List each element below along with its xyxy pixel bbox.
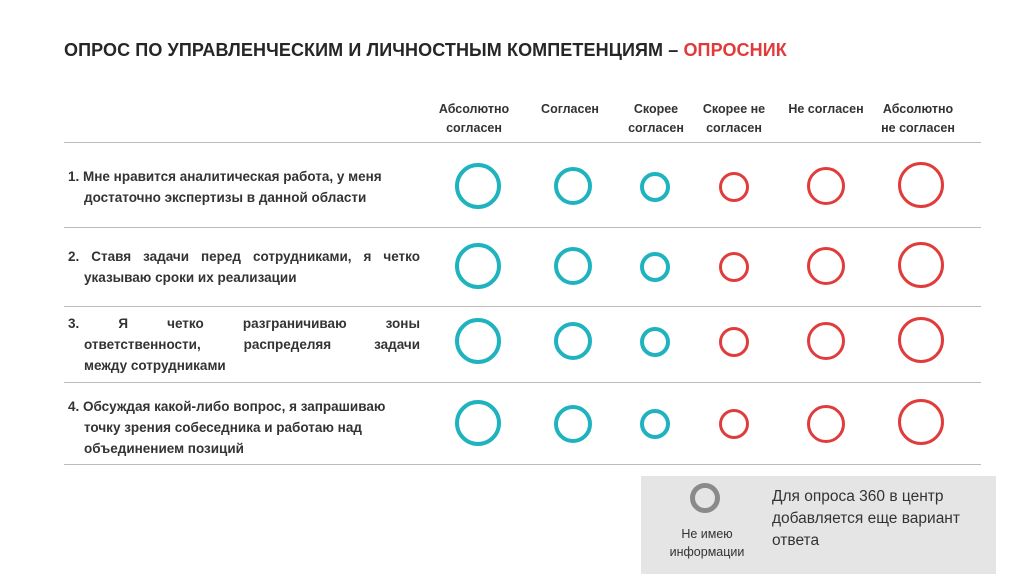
question-2: 2. Ставя задачи перед сотрудниками, я четко указываю сроки их реализации bbox=[68, 249, 420, 285]
q1-somewhat-agree-option[interactable] bbox=[640, 172, 670, 202]
q3-strongly-agree-option[interactable] bbox=[455, 318, 501, 364]
column-header-agree: Согласен bbox=[541, 102, 599, 116]
q4-disagree-option[interactable] bbox=[807, 405, 845, 443]
q2-somewhat-agree-option[interactable] bbox=[640, 252, 670, 282]
question-4: 4. Обсуждая какой-либо вопрос, я запрашиваю точку зрения собеседника и работаю над объединением позиций bbox=[68, 399, 386, 456]
q1-agree-option[interactable] bbox=[554, 167, 592, 205]
row-divider-2 bbox=[64, 306, 981, 307]
q4-strongly-disagree-option[interactable] bbox=[898, 399, 944, 445]
q4-agree-option[interactable] bbox=[554, 405, 592, 443]
column-header-somewhat-agree: Скорее согласен bbox=[628, 102, 684, 135]
q1-strongly-disagree-option[interactable] bbox=[898, 162, 944, 208]
q1-disagree-option[interactable] bbox=[807, 167, 845, 205]
header-divider bbox=[64, 142, 981, 143]
q2-disagree-option[interactable] bbox=[807, 247, 845, 285]
q2-strongly-agree-option[interactable] bbox=[455, 243, 501, 289]
q3-agree-option[interactable] bbox=[554, 322, 592, 360]
q4-somewhat-disagree-option[interactable] bbox=[719, 409, 749, 439]
row-divider-4 bbox=[64, 464, 981, 465]
row-divider-3 bbox=[64, 382, 981, 383]
no-information-option[interactable] bbox=[690, 483, 720, 513]
column-header-strongly-disagree: Абсолютно не согласен bbox=[881, 102, 955, 135]
q1-somewhat-disagree-option[interactable] bbox=[719, 172, 749, 202]
page-title bbox=[64, 40, 787, 61]
q3-disagree-option[interactable] bbox=[807, 322, 845, 360]
q4-somewhat-agree-option[interactable] bbox=[640, 409, 670, 439]
title-main: ОПРОС ПО УПРАВЛЕНЧЕСКИМ И ЛИЧНОСТНЫМ КОМПЕТЕНЦИЯМ – bbox=[64, 40, 684, 60]
column-header-strongly-agree: Абсолютно согласен bbox=[438, 102, 510, 135]
title-accent: ОПРОСНИК bbox=[683, 40, 787, 60]
q1-strongly-agree-option[interactable] bbox=[455, 163, 501, 209]
q2-somewhat-disagree-option[interactable] bbox=[719, 252, 749, 282]
q3-strongly-disagree-option[interactable] bbox=[898, 317, 944, 363]
q3-somewhat-agree-option[interactable] bbox=[640, 327, 670, 357]
no-information-label: Не имею информации bbox=[669, 527, 745, 559]
info-note: Для опроса 360 в центр добавляется еще вариант ответа bbox=[772, 488, 960, 549]
q4-strongly-agree-option[interactable] bbox=[455, 400, 501, 446]
question-1: 1. Мне нравится аналитическая работа, у меня достаточно экспертизы в данной области bbox=[68, 169, 382, 205]
q2-agree-option[interactable] bbox=[554, 247, 592, 285]
question-3: 3. Я четко разграничиваю зоны ответственности, распределяя задачи между сотрудниками bbox=[68, 316, 420, 373]
column-header-somewhat-disagree: Скорее не согласен bbox=[702, 102, 766, 135]
q3-somewhat-disagree-option[interactable] bbox=[719, 327, 749, 357]
row-divider-1 bbox=[64, 227, 981, 228]
q2-strongly-disagree-option[interactable] bbox=[898, 242, 944, 288]
column-header-disagree: Не согласен bbox=[788, 102, 864, 116]
